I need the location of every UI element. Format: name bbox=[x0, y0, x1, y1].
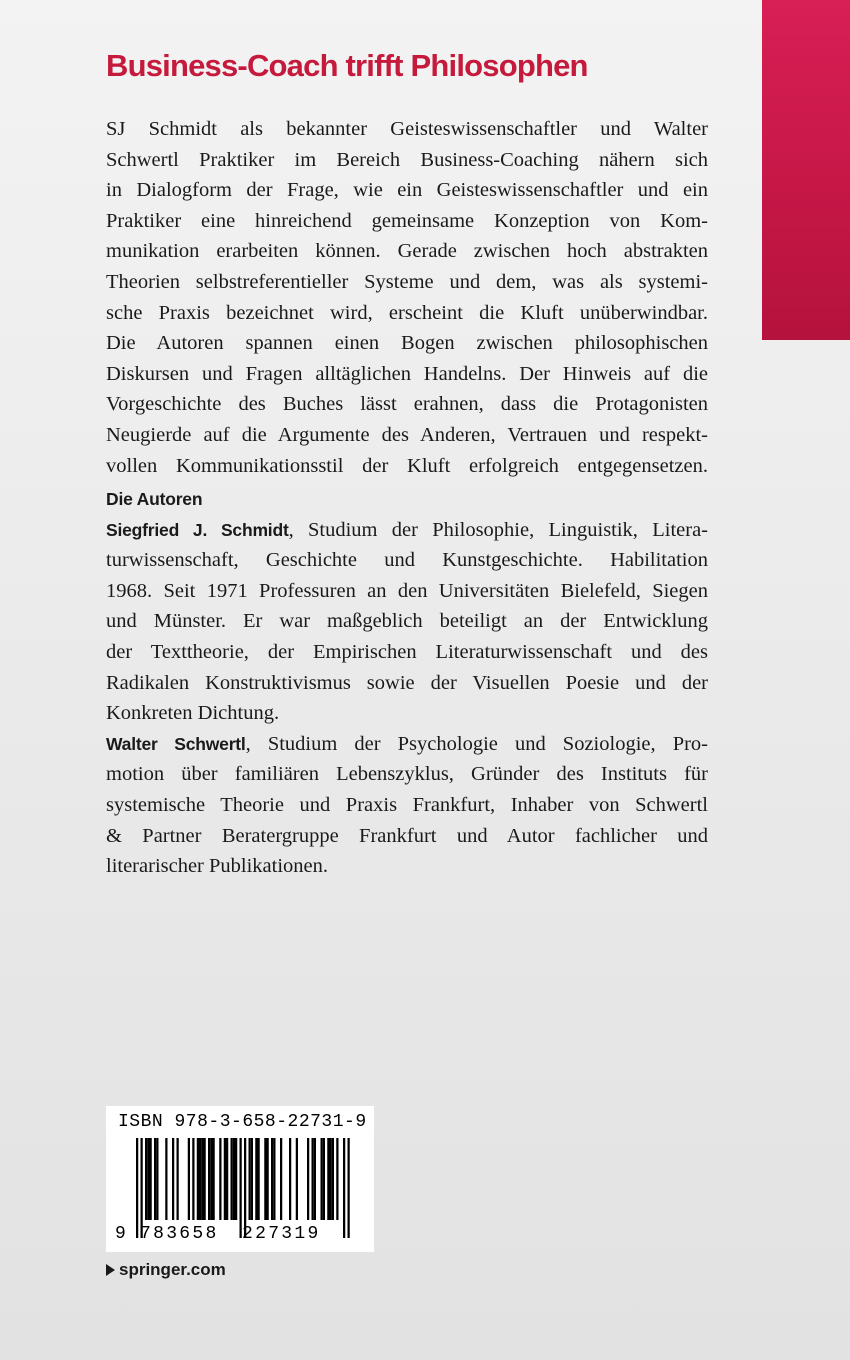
barcode-bar bbox=[327, 1138, 329, 1220]
barcode-bar bbox=[255, 1138, 257, 1220]
author-bio-line: und Münster. Er war maßgeblich beteiligt an der Entwicklung bbox=[106, 610, 708, 633]
blurb-line: sche Praxis bezeichnet wird, erscheint die Kluft unüberwindbar. bbox=[106, 301, 708, 324]
barcode-bar bbox=[197, 1138, 199, 1220]
barcode-bar bbox=[231, 1138, 233, 1220]
blurb-line: Diskursen und Fragen alltäglichen Handelns. Der Hinweis auf die bbox=[106, 362, 708, 385]
blurb-line: Praktiker eine hinreichend gemeinsame Konzeption von Kom- bbox=[106, 209, 708, 232]
blurb-line: Theorien selbstreferentieller Systeme und dem, was als systemi- bbox=[106, 270, 708, 293]
barcode-bar bbox=[156, 1138, 158, 1220]
publisher-website bbox=[106, 1260, 226, 1280]
blurb-line: in Dialogform der Frage, wie ein Geisteswissenschaftler und ein bbox=[106, 179, 708, 202]
barcode-bar bbox=[314, 1138, 316, 1220]
author-bio-line: motion über familiären Lebenszyklus, Gründer des Instituts für bbox=[106, 763, 708, 786]
barcode-guard-bar bbox=[244, 1138, 246, 1238]
barcode-bar bbox=[147, 1138, 149, 1220]
barcode-bar bbox=[145, 1138, 147, 1220]
author-bio-line: & Partner Beratergruppe Frankfurt und Autor fachlicher und bbox=[106, 824, 708, 847]
author-name: Siegfried J. Schmidt bbox=[106, 519, 289, 540]
ean-first-digit: 9 bbox=[115, 1224, 126, 1244]
blurb-line: munikation erarbeiten können. Gerade zwischen hoch abstrakten bbox=[106, 240, 708, 263]
ean-left-digits: 783658 bbox=[140, 1224, 219, 1244]
barcode-bar bbox=[192, 1138, 194, 1220]
barcode-bar bbox=[226, 1138, 228, 1220]
barcode-guard-bar bbox=[141, 1138, 143, 1238]
authors-section bbox=[106, 484, 708, 882]
author-bio-line bbox=[106, 729, 708, 760]
author-bio-line: systemische Theorie und Praxis Frankfurt, Inhaber von Schwertl bbox=[106, 793, 708, 816]
blurb-line: Vorgeschichte des Buches lässt erahnen, dass die Protagonisten bbox=[106, 393, 708, 416]
barcode-bar bbox=[177, 1138, 179, 1220]
barcode-bar bbox=[150, 1138, 152, 1220]
barcode-guard-bar bbox=[348, 1138, 350, 1238]
isbn-barcode bbox=[106, 1106, 374, 1252]
barcode-bar bbox=[201, 1138, 203, 1220]
author-name: Walter Schwertl bbox=[106, 733, 246, 754]
author-bio-text: , Studium der Philosophie, Linguistik, Litera- bbox=[288, 518, 708, 541]
barcode-bar bbox=[312, 1138, 314, 1220]
barcode-bar bbox=[264, 1138, 266, 1220]
triangle-arrow-icon bbox=[106, 1264, 115, 1276]
barcode-bar bbox=[273, 1138, 275, 1220]
barcode-bar bbox=[296, 1138, 298, 1220]
blurb-line: vollen Kommunikationsstil der Kluft erfolgreich entgegensetzen. bbox=[106, 454, 708, 477]
barcode-bar bbox=[208, 1138, 210, 1220]
author-bio-line: Radikalen Konstruktivismus sowie der Visuellen Poesie und der bbox=[106, 671, 708, 694]
barcode-bar bbox=[332, 1138, 334, 1220]
barcode-bar bbox=[271, 1138, 273, 1220]
blurb-line: Schwertl Praktiker im Bereich Business-Coaching nähern sich bbox=[106, 148, 708, 171]
blurb-line: Neugierde auf die Argumente des Anderen, Vertrauen und respekt- bbox=[106, 423, 708, 446]
barcode-bar bbox=[289, 1138, 291, 1220]
accent-color-bar bbox=[762, 0, 850, 340]
barcode-bar bbox=[188, 1138, 190, 1220]
barcode-bar bbox=[249, 1138, 251, 1220]
author-bio-line: der Texttheorie, der Empirischen Literaturwissenschaft und des bbox=[106, 640, 708, 663]
barcode-guard-bar bbox=[136, 1138, 138, 1238]
barcode-bar bbox=[204, 1138, 206, 1220]
author-bio-line: turwissenschaft, Geschichte und Kunstgeschichte. Habilitation bbox=[106, 549, 708, 572]
barcode-bar bbox=[210, 1138, 212, 1220]
author-bio-line: literarischer Publikationen. bbox=[106, 855, 329, 878]
barcode-bar bbox=[224, 1138, 226, 1220]
barcode-bar bbox=[219, 1138, 221, 1220]
ean-right-digits: 227319 bbox=[242, 1224, 321, 1244]
book-title: Business-Coach trifft Philosophen bbox=[106, 48, 588, 83]
barcode-bar bbox=[267, 1138, 269, 1220]
blurb-paragraph bbox=[106, 114, 708, 481]
barcode-bar bbox=[321, 1138, 323, 1220]
barcode-bar bbox=[213, 1138, 215, 1220]
website-label: springer.com bbox=[119, 1260, 226, 1279]
author-bio-line: 1968. Seit 1971 Professuren an den Universitäten Bielefeld, Siegen bbox=[106, 579, 708, 602]
barcode-bar bbox=[154, 1138, 156, 1220]
barcode-bar bbox=[330, 1138, 332, 1220]
barcode-bar bbox=[280, 1138, 282, 1220]
barcode-bar bbox=[307, 1138, 309, 1220]
authors-heading: Die Autoren bbox=[106, 489, 203, 509]
barcode-bar bbox=[172, 1138, 174, 1220]
blurb-line: SJ Schmidt als bekannter Geisteswissenschaftler und Walter bbox=[106, 118, 708, 140]
barcode-bar bbox=[165, 1138, 167, 1220]
barcode-bar bbox=[199, 1138, 201, 1220]
blurb-line: Die Autoren spannen einen Bogen zwischen philosophischen bbox=[106, 332, 708, 355]
barcode-bar bbox=[233, 1138, 235, 1220]
author-bio-line bbox=[106, 515, 708, 546]
author-bio-line: Konkreten Dichtung. bbox=[106, 702, 280, 725]
barcode-guard-bar bbox=[240, 1138, 242, 1238]
barcode-bar bbox=[323, 1138, 325, 1220]
barcode-bar bbox=[258, 1138, 260, 1220]
isbn-label: ISBN 978-3-658-22731-9 bbox=[118, 1112, 367, 1132]
barcode-bar bbox=[336, 1138, 338, 1220]
barcode-bar bbox=[251, 1138, 253, 1220]
author-bio-text: , Studium der Psychologie und Soziologie, Pro- bbox=[245, 732, 708, 755]
barcode-bar bbox=[235, 1138, 237, 1220]
barcode-guard-bar bbox=[343, 1138, 345, 1238]
